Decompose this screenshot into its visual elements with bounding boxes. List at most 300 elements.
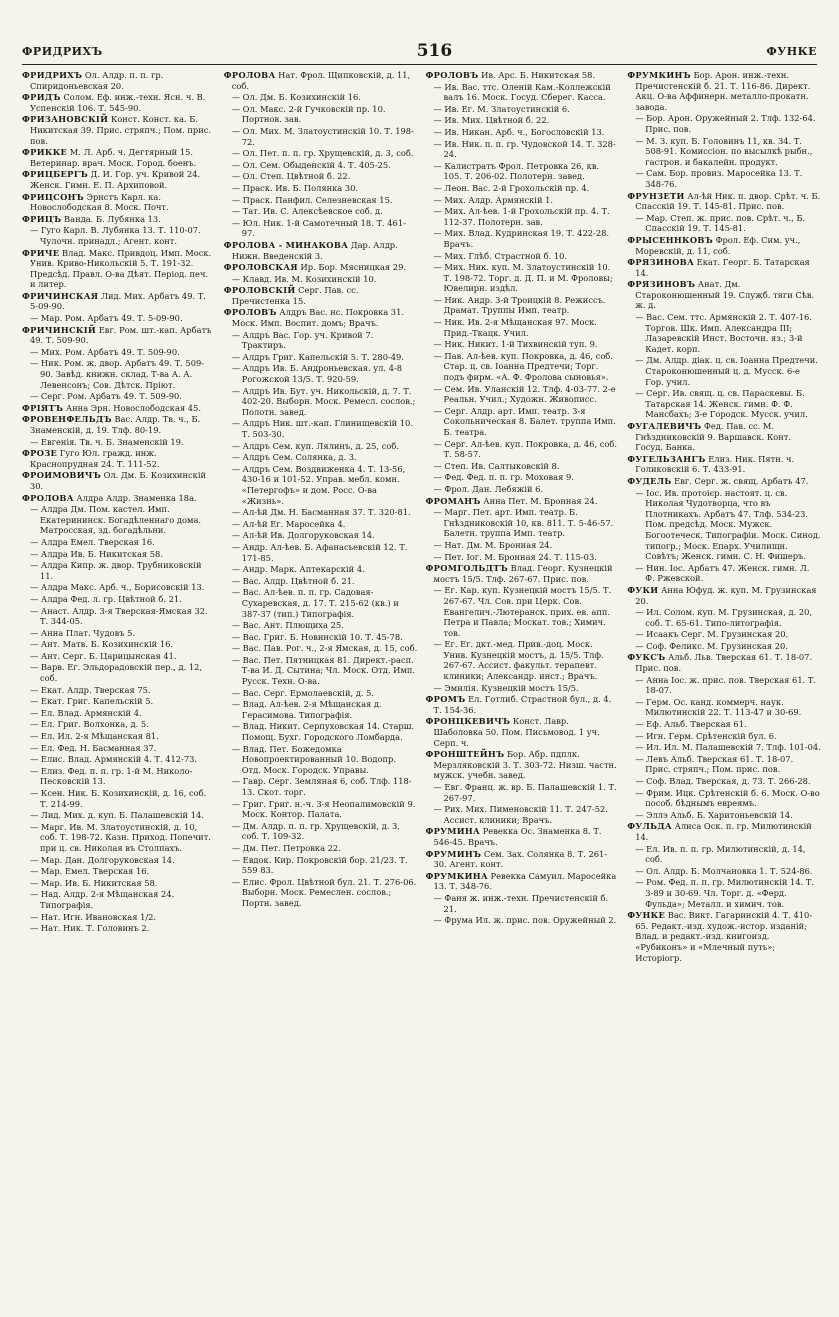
entry-text: — Мар. Степ. ж. прис. пов. Срѣт. ч., Б. Спасскій 19. Т. 145-81. xyxy=(635,212,806,234)
directory-entry xyxy=(627,788,821,809)
entry-text: Ив. Арс. Б. Никитская 58. xyxy=(478,70,596,80)
entry-surname: ФРИЦЪ xyxy=(22,213,62,224)
directory-entry xyxy=(22,549,216,560)
directory-entry xyxy=(224,799,418,820)
entry-text: Евг. Ром. шт.-кап. Арбатъ 49. Т. 509-90. xyxy=(30,324,212,346)
entry-text: — Нин. Іос. Арбатъ 47. Женск. гимн. Л. Ф. Ржевской. xyxy=(635,562,810,584)
directory-entry xyxy=(426,251,620,262)
entry-surname: ФРУМИНА xyxy=(425,826,481,837)
directory-entry xyxy=(224,632,418,643)
directory-entry xyxy=(22,560,216,581)
entry-text: — Ал-ѣй Дм. Н. Басманная 37. Т. 320-81. xyxy=(231,507,411,518)
entry-text: Гуго Юл. гражд. инж. Краснопрудная 24. Т. 111-52. xyxy=(30,448,160,469)
entry-text: — Андр. Марк. Аптекарскій 4. xyxy=(231,564,365,575)
directory-entry xyxy=(224,160,418,171)
entry-text: — Алдра Емел. Тверская 16. xyxy=(30,536,155,547)
directory-entry xyxy=(627,476,821,487)
entry-text: — Ив. Никан. Арб. ч., Богословскій 13. xyxy=(433,126,605,137)
entry-text: — Дм. Алдр. діак. ц. св. Іоанна Предтечи. Староконюшенный ц. д. Мусск. 6-е Гор. учил. xyxy=(635,355,818,387)
entry-text: — Алдра Кипр. ж. двор. Трубниковскій 11. xyxy=(30,560,202,581)
entry-text: Ванда. Б. Лубянка 13. xyxy=(61,213,161,224)
entry-text: — Нат. Игн. Ивановская 1/2. xyxy=(30,911,157,922)
directory-entry xyxy=(224,70,418,91)
entry-surname: ФРИЦБЕРГЪ xyxy=(22,169,88,180)
directory-entry xyxy=(22,719,216,730)
entry-text: — Ив. Вас. ттс. Оленій Кам.-Коллежскій валъ 16. Моск. Госуд. Сберег. Касса. xyxy=(433,81,611,103)
entry-surname: ФРОМАНЪ xyxy=(425,495,481,506)
entry-text: — Мих. Влад. Кудринская 19. Т. 422-28. Врачъ. xyxy=(433,228,610,249)
directory-entry xyxy=(627,257,821,278)
entry-text: — Фед. Фед. п. п. гр. Моховая 9. xyxy=(433,472,574,483)
entry-text: — Дм. Пет. Петровка 22. xyxy=(231,842,341,853)
directory-entry xyxy=(22,662,216,683)
directory-entry xyxy=(22,651,216,662)
entry-text: — Елис. Влад. Армянскій 4. Т. 412-73. xyxy=(30,754,198,765)
entry-text: — Ив. Мих. Цвѣтной б. 22. xyxy=(433,115,550,126)
entry-text: — Ел. Влад. Армянскій 4. xyxy=(30,707,142,718)
entry-text: — Ник. Андр. 3-й Троицкій 8. Режиссъ. Драмат. Труппы Имп. театр. xyxy=(433,294,606,316)
directory-entry xyxy=(22,504,216,536)
entry-text: — Мар. Ром. Арбатъ 49. Т. 5-09-90. xyxy=(30,313,183,324)
entry-text: — Серг. Ал-ѣев. куп. Покровка, д. 46, соб. Т. 58-57. xyxy=(433,438,618,460)
entry-text: — Вас. Алдр. Цвѣтной б. 21. xyxy=(231,575,355,586)
entry-text: Ир. Бор. Мясницкая 29. xyxy=(297,262,406,273)
entry-text: — Пет. Іог. М. Бронная 24. Т. 115-03. xyxy=(433,551,597,562)
entry-surname: ФРОМГОЛЬДТЪ xyxy=(425,563,508,574)
entry-text: — Эмилія. Кузнецкій мостъ 15/5. xyxy=(433,682,579,693)
entry-text: — Ол. Дм. Б. Козихинскій 16. xyxy=(231,92,361,103)
entry-text: — Ел. Ил. 2-я Мѣщанская 81. xyxy=(30,731,159,742)
entry-text: — Еф. Альб. Тверская 61. xyxy=(635,719,747,730)
entry-text: — Алдръ Сем. Воздвиженка 4. Т. 13-56, 430-16 и 101-52. Управ. мебл. комн. «Петергофъ» и дом. Росс. О-ва «Жизнь». xyxy=(231,463,406,506)
directory-entry xyxy=(627,810,821,821)
directory-entry xyxy=(627,742,821,753)
directory-entry xyxy=(426,683,620,694)
entry-text: — Алдра Фед. л. гр. Цвѣтной б. 21. xyxy=(30,593,182,604)
entry-surname: ФРОЛОВСКІЙ xyxy=(223,285,296,296)
entry-text: — Алдра Макс. Арб. ч., Борисовскій 13. xyxy=(30,582,205,593)
entry-text: — Серг. Ром. Арбатъ 49. Т. 509-90. xyxy=(30,391,182,402)
entry-text: — Вас. Пет. Пятницкая 81. Директ.-расп. Т-ва И. Д. Сытина; Чл. Моск. Отд. Имп. Русск. Техн. О-ва. xyxy=(231,654,416,687)
entry-surname: ФРЯЗИНОВА xyxy=(627,257,695,268)
directory-entry xyxy=(224,564,418,575)
entry-surname: ФРУМКИНЪ xyxy=(627,70,691,80)
directory-entry xyxy=(22,437,216,448)
directory-entry xyxy=(224,655,418,687)
entry-text: Эрнстъ Карл. ка. Новослободская 8. Моск. Почт. xyxy=(30,191,169,213)
directory-entry xyxy=(22,214,216,225)
entry-text: Дар. Алдр. Нижн. Введенскій 3. xyxy=(231,239,398,261)
directory-entry xyxy=(426,161,620,182)
entry-text: — Вас. Серг. Ермолаевскій, д. 5. xyxy=(231,687,375,698)
directory-entry xyxy=(22,594,216,605)
header-left-guide-word: ФРИДРИХЪ xyxy=(22,44,103,58)
column-2 xyxy=(224,70,418,1299)
entry-text: — Ксен. Ник. Б. Козихинскій, д. 16, соб. Т. 214-99. xyxy=(30,788,207,809)
entry-text: — Ел. Григ. Волхонка, д. 5. xyxy=(30,719,149,730)
entry-text: — Ив. Ег. М. Златоустинскій 6. xyxy=(433,103,570,114)
entry-text: — Ил. Ил. М. Палашевскій 7. Тлф. 101-04. xyxy=(635,742,821,753)
entry-text: — Алдръ Ив. Б. Андроньевская. ул. 4-8 Рогожской 13/5. Т. 920-59. xyxy=(231,363,403,385)
directory-entry xyxy=(426,694,620,715)
directory-entry xyxy=(22,147,216,168)
entry-text: — Гавр. Серг. Земляная 6, соб. Тлф. 118-13. Скот. торг. xyxy=(231,776,412,797)
directory-entry xyxy=(22,855,216,866)
entry-text: — Ег. Ег. дкт.-мед. Прив.-доц. Моск. Унив. Кузнецкій мостъ, д. 15/5. Тлф. 267-67. Ассист. факульт. терапевт. клиники; Александр. инст.; Врачъ. xyxy=(433,639,604,682)
entry-surname: ФРОЗЕ xyxy=(22,448,58,459)
entry-text: — Ел. Фед. Н. Басманная 37. xyxy=(30,742,157,753)
directory-entry xyxy=(627,585,821,606)
directory-entry xyxy=(627,279,821,311)
entry-text: — Сем. Ив. Уланскій 12. Тлф. 4-03-77. 2-е Реальн. Учил.; Художн. Живописс. xyxy=(433,383,616,405)
entry-text: — Леон. Вас. 2-й Грохольскій пр. 4. xyxy=(433,182,590,193)
entry-surname: ФРИЗАНОВСКІЙ xyxy=(22,114,109,125)
directory-entry xyxy=(426,262,620,294)
directory-entry xyxy=(627,754,821,775)
directory-entry xyxy=(224,643,418,654)
directory-entry xyxy=(426,826,620,847)
entry-text: — Вас. Григ. Б. Новинскій 10. Т. 45-78. xyxy=(231,631,403,642)
entry-text: — Варв. Ег. Эльдорадовскій пер., д. 12, соб. xyxy=(30,662,203,684)
entry-text: — Мих. Ром. Арбатъ 49. Т. 509-90. xyxy=(30,346,180,357)
entry-text: Ол. Дм. Б. Козихинскій 30. xyxy=(30,470,207,491)
directory-entry xyxy=(426,893,620,914)
directory-entry xyxy=(224,688,418,699)
entry-text: Бор. Абр. пдплк. Мерзляковскій 3. Т. 303-72. Низш. частн. мужск. учебн. завед. xyxy=(433,749,617,781)
directory-entry xyxy=(224,148,418,159)
directory-entry xyxy=(627,675,821,696)
directory-entry xyxy=(426,915,620,926)
directory-entry xyxy=(426,104,620,115)
entry-text: — Праск. Панфил. Селезневская 15. xyxy=(231,194,393,205)
directory-entry xyxy=(627,312,821,354)
entry-text: — Евдок. Кир. Покровскій бор. 21/23. Т. 559 83. xyxy=(231,854,408,876)
directory-entry xyxy=(224,530,418,541)
entry-surname: ФРОИМОВИЧЪ xyxy=(22,470,101,481)
entry-surname: ФРУМИНЪ xyxy=(425,848,482,859)
directory-entry xyxy=(22,788,216,809)
directory-entry xyxy=(22,493,216,504)
entry-surname: ФРУМКИНА xyxy=(425,870,488,881)
directory-entry xyxy=(426,127,620,138)
entry-text: — Марг. Пет. арт. Имп. театр. Б. Гнѣздниковскій 10, кв. 811. Т. 5-46-57. Балетн. труппа Имп. театр. xyxy=(433,507,614,539)
entry-text: — Ив. Ник. п. п. гр. Чудовской 14. Т. 328-24. xyxy=(433,138,616,160)
entry-text: Алдра Алдр. Знаменка 18а. xyxy=(73,492,197,503)
entry-text: Ел. Готлиб. Страстной бул., д. 4. Т. 154-36. xyxy=(433,694,612,715)
entry-surname: ФРОНЦКЕВИЧЪ xyxy=(425,716,511,727)
entry-text: — Праск. Ив. Б. Полянка 30. xyxy=(231,182,359,193)
entry-text: — Игн. Герм. Срѣтенскій бул. 6. xyxy=(635,730,777,741)
directory-entry xyxy=(426,540,620,551)
entry-text: Ол. Алдр. п. п. гр. Спиридоньевская 20. xyxy=(30,70,164,91)
entry-text: Влад. Георг. Кузнецкій мостъ 15/5. Тлф. 267-67. Прис. пов. xyxy=(433,563,613,584)
directory-entry xyxy=(224,776,418,797)
directory-entry xyxy=(22,696,216,707)
directory-entry xyxy=(22,878,216,889)
entry-text: — Елис. Фрол. Цвѣтной бул. 21. Т. 276-06. Выборн. Моск. Ремеслен. сослов.; Портн. завед. xyxy=(231,876,417,908)
entry-surname: ФУНКЕ xyxy=(627,910,666,921)
entry-text: — Мих. Ник. куп. М. Златоустинскій 10. Т. 198-72. Торг. д. Д. П. и М. Фроловы; Ювелирн. издѣл. xyxy=(433,262,613,294)
directory-entry xyxy=(426,585,620,638)
directory-entry xyxy=(22,537,216,548)
entry-text: — Фрим. Ицк. Срѣтенскій б. 6. Моск. О-во пособ. бѣднымъ евреямъ. xyxy=(635,787,820,809)
entry-text: — Соф. Феликс. М. Грузинская 20. xyxy=(635,640,788,651)
entry-text: Екат. Георг. Б. Татарская 14. xyxy=(635,257,810,278)
directory-entry xyxy=(224,452,418,463)
entry-text: — Калистратъ Фрол. Петровка 26, кв. 105. Т. 206-02. Полотерн. завед. xyxy=(433,160,600,182)
entry-text: — Сам. Бор. провиз. Маросейка 13. Т. 348-76. xyxy=(635,168,803,189)
entry-surname: ФРИЦСОНЪ xyxy=(22,191,84,202)
entry-text: — Рих. Мих. Пименовскій 11. Т. 247-52. Ассист. клиники; Врачъ. xyxy=(433,804,608,825)
directory-entry xyxy=(22,248,216,290)
directory-entry xyxy=(22,414,216,435)
entry-text: — Мар. Ив. Б. Никитская 58. xyxy=(30,877,158,888)
entry-text: — Вас. Пав. Рог. ч., 2-я Ямская, д. 15, соб. xyxy=(231,643,418,654)
entry-text: — Ол. Макс. 2-й Гучковскій пр. 10. Портнов. зав. xyxy=(231,103,386,125)
entry-surname: ФРОЛОВА xyxy=(22,492,74,503)
entry-text: — Андр. Ал-ѣев. Б. Афанасьевскій 12. Т. 171-85. xyxy=(231,541,408,563)
directory-entry xyxy=(224,464,418,506)
directory-entry xyxy=(22,582,216,593)
entry-text: — Алдра Ив. Б. Никитская 58. xyxy=(30,548,163,559)
entry-surname: ФРИЧИНСКАЯ xyxy=(22,290,99,301)
directory-entry xyxy=(22,754,216,765)
entry-text: — Алдръ Сем. куп. Лялинъ, д. 25, соб. xyxy=(231,440,399,451)
directory-entry xyxy=(224,441,418,452)
entry-text: — Мар. Дан. Долгоруковская 14. xyxy=(30,854,175,865)
directory-entry xyxy=(426,139,620,160)
entry-surname: ФРОЛОВЪ xyxy=(425,70,479,80)
entry-text: Фрол. Еф. Сим. уч., Моревскій, д. 11, соб. xyxy=(635,234,801,256)
directory-entry xyxy=(426,484,620,495)
entry-text: Алдръ Вас. нс. Покровка 31. Моск. Имп. Воспит. домъ; Врачъ. xyxy=(231,307,405,329)
directory-entry xyxy=(224,285,418,306)
directory-columns xyxy=(22,70,821,1299)
directory-entry xyxy=(22,70,216,91)
entry-text: Алиса Оск. п. гр. Милютинскій 14. xyxy=(635,821,812,842)
entry-text: — Анна Плат. Чудовъ 5. xyxy=(30,627,136,638)
directory-entry xyxy=(627,355,821,387)
entry-surname: ФУЛЬДА xyxy=(627,821,672,832)
entry-text: Ревекка Ос. Знаменка 8. Т. 546-45. Врачъ. xyxy=(433,826,602,847)
entry-surname: ФРОЛОВА xyxy=(223,70,276,80)
directory-entry xyxy=(22,766,216,787)
entry-text: — Алдръ Ив. Бут. уч. Никольскій, д. 7. Т. 402-20. Выборн. Моск. Ремесл. сослов.; Полотн. завед. xyxy=(231,385,416,417)
entry-text: — Вас. Ант. Плющиха 25. xyxy=(231,620,344,631)
directory-entry xyxy=(22,822,216,854)
entry-surname: ФУКИ xyxy=(627,584,659,595)
entry-text: Елиз. Ник. Пятн. ч. Голиковскій 6. Т. 433-91. xyxy=(635,453,795,475)
entry-text: — Дм. Алдр. п. п. гр. Хрущевскій, д. 3, соб. Т. 109-32. xyxy=(231,820,400,842)
entry-text: Альб. Льв. Тверская 61. Т. 18-07. Прис. пов. xyxy=(635,652,813,674)
entry-text: — Алдръ Сем. Солянка, д. 3. xyxy=(231,452,357,463)
entry-text: — Ол. Мих. М. Златоустинскій 10. Т. 198-72. xyxy=(231,125,414,147)
entry-text: — Ром. Фед. п. п. гр. Милютинскій 14. Т. 3-89 и 30-69. Чл. Торг. д. «Ферд. Фульда»; Металл. и химич. тов. xyxy=(635,877,815,909)
directory-entry xyxy=(22,606,216,627)
directory-entry xyxy=(224,587,418,619)
directory-entry xyxy=(22,731,216,742)
directory-entry xyxy=(22,866,216,877)
entry-text: Лид. Мих. Арбатъ 49. Т. 5-09-90. xyxy=(30,290,206,312)
directory-entry xyxy=(224,744,418,776)
directory-entry xyxy=(627,629,821,640)
directory-entry xyxy=(627,168,821,189)
entry-text: — Гуго Карл. В. Лубянка 13. Т. 110-07. Чулочн. принадл.; Агент. конт. xyxy=(30,225,201,246)
directory-entry xyxy=(426,461,620,472)
directory-entry xyxy=(426,472,620,483)
entry-text: — Эллэ Альб. Б. Харитоньевскій 14. xyxy=(635,809,793,820)
entry-surname: ФРОЛОВА - МИНАКОВА xyxy=(223,239,349,250)
entry-text: Влад. Макс. Привдоц. Имп. Моск. Унив. Криво-Никольскій 5. Т. 191-32. Предсѣд. Правл. О-ва Дѣят. Період. печ. и литер. xyxy=(30,247,212,290)
entry-text: — Мар. Емел. Тверская 16. xyxy=(30,866,150,877)
directory-entry xyxy=(426,339,620,350)
directory-entry xyxy=(224,104,418,125)
directory-entry xyxy=(224,519,418,530)
entry-surname: ФРИДЪ xyxy=(22,92,61,103)
directory-entry xyxy=(426,804,620,825)
directory-entry xyxy=(426,749,620,781)
directory-entry xyxy=(22,391,216,402)
entry-surname: ФУКСЪ xyxy=(627,652,666,663)
directory-entry xyxy=(22,912,216,923)
directory-entry xyxy=(426,384,620,405)
entry-text: — Мих. Глѣб. Страстной б. 10. xyxy=(433,250,568,261)
entry-text: — Алдра Дм. Пом. кастел. Имп. Екатерининск. Богадѣленнаго дома. Матросская, зд. богадѣльни. xyxy=(30,504,202,536)
entry-surname: ФРЯЗИНОВЪ xyxy=(627,279,696,290)
entry-text: — Герм. Ос. канд. коммерч. наук. Милютинскій 22. Т. 113-47 и 30-69. xyxy=(635,696,802,718)
entry-text: — Фрума Ил. ж. прис. пов. Оружейный 2. xyxy=(433,915,617,926)
directory-entry xyxy=(224,363,418,384)
directory-entry xyxy=(627,454,821,475)
directory-entry xyxy=(22,628,216,639)
directory-entry xyxy=(22,325,216,346)
entry-text: — Серг. Алдр. арт. Имп. театр. 3-я Сокольническая 8. Балет. труппа Имп. Б. театра. xyxy=(433,405,616,437)
entry-text: Вас. Алдр. Тв. ч., Б. Знаменскій, д. 19. Тлф. 80-19. xyxy=(30,414,201,435)
directory-entry xyxy=(426,507,620,539)
entry-text: — Ол. Степ. Цвѣтной б. 22. xyxy=(231,171,351,182)
directory-entry xyxy=(627,113,821,134)
directory-entry xyxy=(224,171,418,182)
entry-text: — Анаст. Алдр. 3-я Тверская-Ямская 32. Т. 344-05. xyxy=(30,605,208,627)
entry-text: Вас. Викт. Гагаринскій 4. Т. 410-65. Редакт.-изд. худож.-истор. изданій; Влад. и редакт.-изд. книгоизд. «Рубиконъ» и «Млечный путь»; Исторіогр. xyxy=(635,910,813,963)
directory-entry xyxy=(22,169,216,190)
entry-text: — Влад. Никит. Серпуховская 14. Старш. Помощ. Бухг. Городского Ломбарда. xyxy=(231,721,415,743)
entry-text: — Мих. Ал-ѣев. 1-й Грохольскій пр. 4. Т. 112-37. Полотерн. зав. xyxy=(433,206,610,227)
directory-entry xyxy=(627,388,821,420)
directory-entry xyxy=(224,92,418,103)
entry-text: — Над. Алдр. 2-я Мѣщанская 24. Типографія. xyxy=(30,889,175,910)
directory-entry xyxy=(22,347,216,358)
directory-entry xyxy=(627,866,821,877)
directory-entry xyxy=(627,719,821,730)
directory-entry xyxy=(627,641,821,652)
entry-surname: ФУДЕЛЬ xyxy=(627,475,672,486)
directory-entry xyxy=(22,810,216,821)
directory-entry xyxy=(627,191,821,212)
entry-text: Серг. Пав. сс. Пречистенка 15. xyxy=(231,285,359,306)
directory-entry xyxy=(627,70,821,112)
directory-entry xyxy=(224,195,418,206)
directory-entry xyxy=(426,206,620,227)
directory-entry xyxy=(22,225,216,246)
entry-surname: ФРОЛОВСКАЯ xyxy=(223,262,298,273)
entry-text: — Ант. Матв. Б. Козихинскій 16. xyxy=(30,639,174,650)
entry-surname: ФРИККЕ xyxy=(22,147,68,158)
directory-entry xyxy=(426,82,620,103)
entry-surname: ФРОМЪ xyxy=(425,694,466,705)
entry-text: — Евг. Франц. ж. вр. Б. Палашевскій 1. Т. 267-97. xyxy=(433,782,617,803)
directory-entry xyxy=(224,126,418,147)
directory-entry xyxy=(22,192,216,213)
entry-text: — Ник. Ив. 2-я Мѣщанская 97. Моск. Прид.-Ткацк. Учил. xyxy=(433,317,597,338)
directory-entry xyxy=(627,563,821,584)
column-1 xyxy=(22,70,216,1299)
directory-entry xyxy=(224,262,418,273)
entry-text: — Ег. Кар. куп. Кузнецкій мостъ 15/5. Т. 267-67. Чл. Сов. при Церк. Сов. Евангелич.-Лютеранск. прих. ев. апп. Петра и Павла; Москат. тов.; Химич. тов. xyxy=(433,585,612,638)
entry-text: — Алдръ Вас. Гор. уч. Кривой 7. Трактиръ. xyxy=(231,329,374,351)
entry-text: — Вас. Ал-ѣев. п. п. гр. Садовая-Сухаревская, д. 17. Т. 215-62 (кв.) и 387-37 (тип.) Типографія. xyxy=(231,587,399,619)
directory-entry xyxy=(224,821,418,842)
entry-text: — Григ. Григ. н.-ч. 3-я Неопалимовскій 9. Моск. Контор. Палата. xyxy=(231,798,416,820)
entry-text: — Алдръ Григ. Капельскій 5. Т. 280-49. xyxy=(231,351,404,362)
directory-entry xyxy=(22,639,216,650)
entry-text: Евг. Серг. ж. свящ. Арбатъ 47. xyxy=(671,475,809,486)
directory-entry xyxy=(426,552,620,563)
entry-text: Д. И. Гор. уч. Кривой 24. Женск. Гимн. Е. П. Архиповой. xyxy=(30,169,201,190)
entry-text: Ревекка Самуил. Маросейка 13. Т. 348-76. xyxy=(433,870,617,892)
directory-entry xyxy=(627,844,821,865)
entry-surname: ФРІЯТЪ xyxy=(22,402,64,413)
entry-text: Сем. Зах. Солянка 8. Т. 261-30. Агент. конт. xyxy=(433,848,608,870)
directory-entry xyxy=(22,448,216,469)
directory-entry xyxy=(426,406,620,438)
directory-entry xyxy=(22,358,216,390)
entry-surname: ФРОВЕНФЕЛЬДЪ xyxy=(22,414,112,425)
directory-entry xyxy=(224,620,418,631)
directory-entry xyxy=(627,877,821,909)
entry-surname: ФРЫСЕННКОВЪ xyxy=(627,234,713,245)
directory-entry xyxy=(224,206,418,217)
directory-entry xyxy=(426,849,620,870)
entry-text: Конст. Конст. ка. Б. Никитская 39. Прис. стряпч.; Пом. прис. пов. xyxy=(30,114,212,146)
entry-text: — Екат. Григ. Капельскій 5. xyxy=(30,696,154,707)
directory-entry xyxy=(426,351,620,383)
directory-entry xyxy=(224,843,418,854)
entry-text: Ал-ѣй Ник. п. двор. Срѣт. ч. Б. Спасскій 19. Т. 145-81. Прис. пов. xyxy=(635,190,821,212)
entry-text: — Ол. Сем. Обыденскій 4. Т. 405-25. xyxy=(231,159,391,170)
page-header xyxy=(22,38,817,65)
directory-entry xyxy=(224,240,418,261)
directory-entry xyxy=(224,218,418,239)
directory-entry xyxy=(224,542,418,563)
entry-text: Фед. Пав. сс. М. Гнѣздниковскій 9. Варшавск. Конт. Госуд. Банка. xyxy=(635,421,791,453)
directory-entry xyxy=(224,183,418,194)
entry-text: — Серг. Ив. свящ. ц. св. Параскевы. Б. Татарская 14. Женск. гимн. Ф. Ф. Мансбахъ; 3-е Городск. Мусск. учил. xyxy=(635,388,808,420)
entry-text: — Марг. Ив. М. Златоустинскій, д. 10, соб. Т. 198-72. Казн. Приход. Попечит. при ц. св. Николая въ Столпахъ. xyxy=(30,821,211,853)
directory-entry xyxy=(22,92,216,113)
directory-entry xyxy=(426,295,620,316)
directory-entry xyxy=(426,115,620,126)
entry-text: — Ант. Серг. Б. Царицынская 41. xyxy=(30,650,177,661)
entry-text: — Нат. Ник. Т. Головинъ 2. xyxy=(30,923,150,934)
page-number: 516 xyxy=(416,41,453,61)
directory-entry xyxy=(627,776,821,787)
directory-entry xyxy=(224,721,418,742)
entry-text: — Вас. Сем. ттс. Армянскій 2. Т. 407-16. Торгов. Шк. Имп. Александра III; Лазаревскій Инст. Восточн. яз.; 3-й Кадет. корп. xyxy=(635,312,812,354)
entry-surname: ФРУНЗЕТИ xyxy=(627,190,685,201)
entry-surname: ФРИЧЕ xyxy=(22,247,60,258)
entry-text: — Нат. Дм. М. Бронная 24. xyxy=(433,539,553,550)
